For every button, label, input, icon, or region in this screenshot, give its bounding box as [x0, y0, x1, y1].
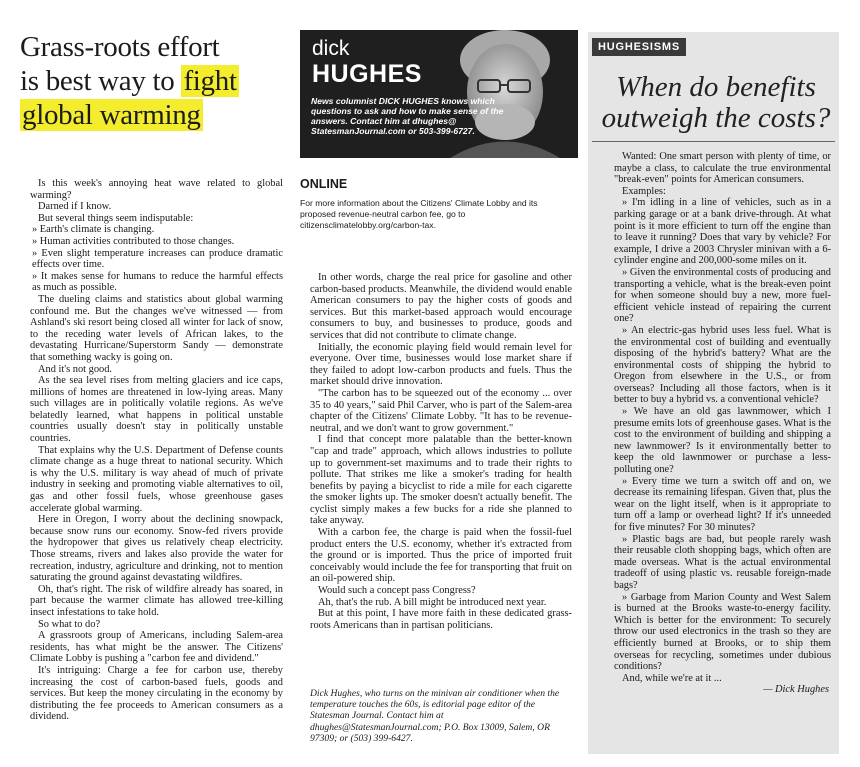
- byline-first-name: dick: [312, 37, 350, 60]
- paragraph: Is this week's annoying heat wave related to global warming?: [30, 178, 283, 201]
- paragraph: In other words, charge the real price for gasoline and other carbon-based products. Meanwhile, the dividend would enable American consumers to pay the higher costs of goods and services. But this market-based approach would encourage consumers to buy, and businesses to produce, goods and services that did not contribute to climate change.: [310, 272, 572, 341]
- paragraph: Would such a concept pass Congress?: [318, 585, 476, 597]
- headline-line2a: is best way to: [20, 65, 182, 97]
- paragraph: A grassroots group of Americans, including Salem-area residents, has what might be the answer. The Citizens' Climate Lobby is pushing a "carbon fee and dividend.": [30, 630, 283, 665]
- headline-line1: Grass-roots effort: [20, 31, 220, 63]
- bullet-item: » It makes sense for humans to reduce the harmful effects as much as possible.: [32, 270, 283, 294]
- paragraph: With a carbon fee, the charge is paid when the fossil-fuel product enters the U.S. economy, whether it's extracted from the ground or is imported. Thus the price of imported fruit conceivably would include the fee for transporting that fruit on an oil-powered ship.: [310, 527, 572, 585]
- paragraph: Oh, that's right. The risk of wildfire already has soared, in part because the warmer climate has allowed tree-killing insect infestations to take hold.: [30, 583, 283, 618]
- paragraph: Darned if I know.: [38, 201, 112, 213]
- paragraph: Wanted: One smart person with plenty of time, or maybe a class, to calculate the true environmental "break-even" points for American consumers.: [614, 151, 831, 186]
- bullet-item: » I'm idling in a line of vehicles, such as in a parking garage or at a bank drive-through. At what point is it more efficient to turn off the engine than to leave it running? Does that vary by vehicle? For example, I drive a 2003 Chrysler minivan with a 6-cylinder engine and 200,000-some miles on it.: [614, 197, 831, 267]
- online-title: ONLINE: [300, 177, 348, 191]
- byline-last-name: HUGHES: [312, 60, 422, 88]
- paragraph: And, while we're at it ...: [622, 672, 722, 684]
- paragraph: But several things seem indisputable:: [38, 212, 194, 224]
- headline-line2: [20, 64, 295, 98]
- paragraph: I find that concept more palatable than the better-known "cap and trade" approach, which allows industries to pollute up to government-set maximums and to trade their rights to pollute. That strikes me like a smoker's trading for health benefits by paying a bicyclist to ride a mile for each cigarette the smoker lights up. The smoker doesn't actually benefit. The cyclist simply makes a few bucks for a ride she planned to take anyway.: [310, 434, 572, 527]
- bullet-item: » Every time we turn a switch off and on, we decrease its remaining lifespan. Given that, plus the wear on the light itself, when is it appropriate to turn off a lamp or overhead light? If it's unneeded for five minutes? For 30 minutes?: [614, 475, 831, 533]
- paragraph: It's intriguing: Charge a fee for carbon use, thereby increasing the cost of carbon-based fuels, goods and services. But keep the money circulating in the economy by distributing the fee proceeds to American consumers as a dividend.: [30, 664, 283, 723]
- bullet-item: » An electric-gas hybrid uses less fuel. What is the environmental cost of building and eventually disposing of the hybrid's battery? What are the environmental costs of shipping the hybrid to Oregon from elsewhere in the U.S., or from overseas? Including all those factors, when is it better to buy a hybrid vs. a conventional vehicle?: [614, 324, 831, 406]
- article-column-1: [30, 178, 283, 723]
- headline-line3: [20, 98, 295, 132]
- bullet-item: » Plastic bags are bad, but people rarely wash their reusable cloth shopping bags, which often are made overseas. What is the actual environmental tradeoff of using plastic vs. reusable foreign-made bags?: [614, 533, 831, 591]
- paragraph: So what to do?: [38, 618, 101, 630]
- paragraph: And it's not good.: [38, 363, 113, 375]
- paragraph: Ah, that's the rub. A bill might be introduced next year.: [318, 596, 547, 608]
- columnist-blurb: News columnist DICK HUGHES knows which questions to ask and how to make sense of the answers. Contact him at dhughes@ StatesmanJournal.com or 503-399-6727.: [311, 96, 504, 136]
- paragraph: The dueling claims and statistics about global warming confound me. But the changes we've witnessed — from Ashland's ski resort being closed all winter for lack of snow, to the receding water levels of African lakes, to the devastating Hurricane/Superstorm Sandy — demonstrate that something wacky is going on.: [30, 293, 283, 363]
- author-tagline: Dick Hughes, who turns on the minivan air conditioner when the temperature touches the 60s, is editorial page editor of the Statesman Journal. Contact him at dhughes@StatesmanJournal.com; P.O. Box 13009, Salem, OR 97309; or (503) 399-6427.: [310, 688, 560, 744]
- bullet-item: » Given the environmental costs of producing and transporting a vehicle, what is the break-even point for when someone should buy a new, more fuel-efficient vehicle instead of repairing the current one?: [614, 266, 831, 325]
- bullet-item: » Human activities contributed to those changes.: [32, 235, 235, 247]
- online-text: For more information about the Citizens' Climate Lobby and its proposed revenue-neutral carbon fee, go to citizensclimatelobby.org/carbon-tax.: [300, 198, 538, 230]
- headline-line3-text: global warming: [22, 99, 201, 131]
- bullet-item: » Earth's climate is changing.: [32, 224, 155, 236]
- paragraph: Examples:: [622, 185, 666, 197]
- bullet-item: » Garbage from Marion County and West Salem is burned at the Brooks waste-to-energy facility. Which is better for the environment: To securely throw our used electronics in the trash so they are efficiently burned at Brooks, or to ship them overseas for recycling, sometimes under dubious conditions?: [614, 591, 831, 673]
- sidebar-headline: When do benefits outweigh the costs?: [601, 71, 831, 134]
- headline-highlight: fight: [183, 65, 237, 97]
- sidebar-divider: [592, 141, 835, 142]
- bullet-item: » We have an old gas lawnmower, which I presume emits lots of greenhouse gases. What is the cost to the environment of building and shipping a new lawnmower? Is it environmentally better to keep the old lawnmower or purchase a less-polluting one?: [614, 406, 831, 476]
- bullet-item: » Even slight temperature increases can produce dramatic effects over time.: [32, 247, 283, 271]
- paragraph: Here in Oregon, I worry about the declining snowpack, because snow runs our economy. Snow-fed rivers provide the hydropower that gives us relatively cheap electricity. Those streams, rivers and lakes also provide the water for recreation, industry, agriculture and drinking, not to mention saturating the ground against devastating wildfires.: [30, 514, 283, 584]
- headline: [20, 30, 295, 132]
- paragraph: "The carbon has to be squeezed out of the economy ... over 35 to 40 years," said Phil Carver, who is part of the Salem-area chapter of the Citizens' Climate Lobby. "It has to be revenue-neutral, and we don't want to grow government.": [310, 387, 572, 434]
- paragraph: But at this point, I have more faith in these dedicated grass-roots Americans than in partisan politicians.: [310, 608, 572, 631]
- sidebar-column: [614, 151, 831, 696]
- sidebar-label: HUGHESISMS: [592, 38, 686, 56]
- signature: — Dick Hughes: [763, 684, 829, 696]
- paragraph: As the sea level rises from melting glaciers and ice caps, millions of homes are threatened in low-lying areas. Many such villages are in politically volatile regions. As we've belatedly learned, what happens in political unstable countries usually doesn't stay in politically unstable countries.: [30, 375, 283, 445]
- paragraph: Initially, the economic playing field would remain level for everyone. Over time, businesses would lose market share if they failed to adopt low-carbon products and fuels. Thus the market should drive innovation.: [310, 341, 572, 388]
- article-column-2: [310, 272, 572, 631]
- paragraph: That explains why the U.S. Department of Defense counts climate change as a huge threat to national security. Which is why the U.S. military is way ahead of much of private industry in seeking and promoting viable alternatives to oil, gas and other fossil fuels, whose greenhouse gases accelerate global warming.: [30, 444, 283, 514]
